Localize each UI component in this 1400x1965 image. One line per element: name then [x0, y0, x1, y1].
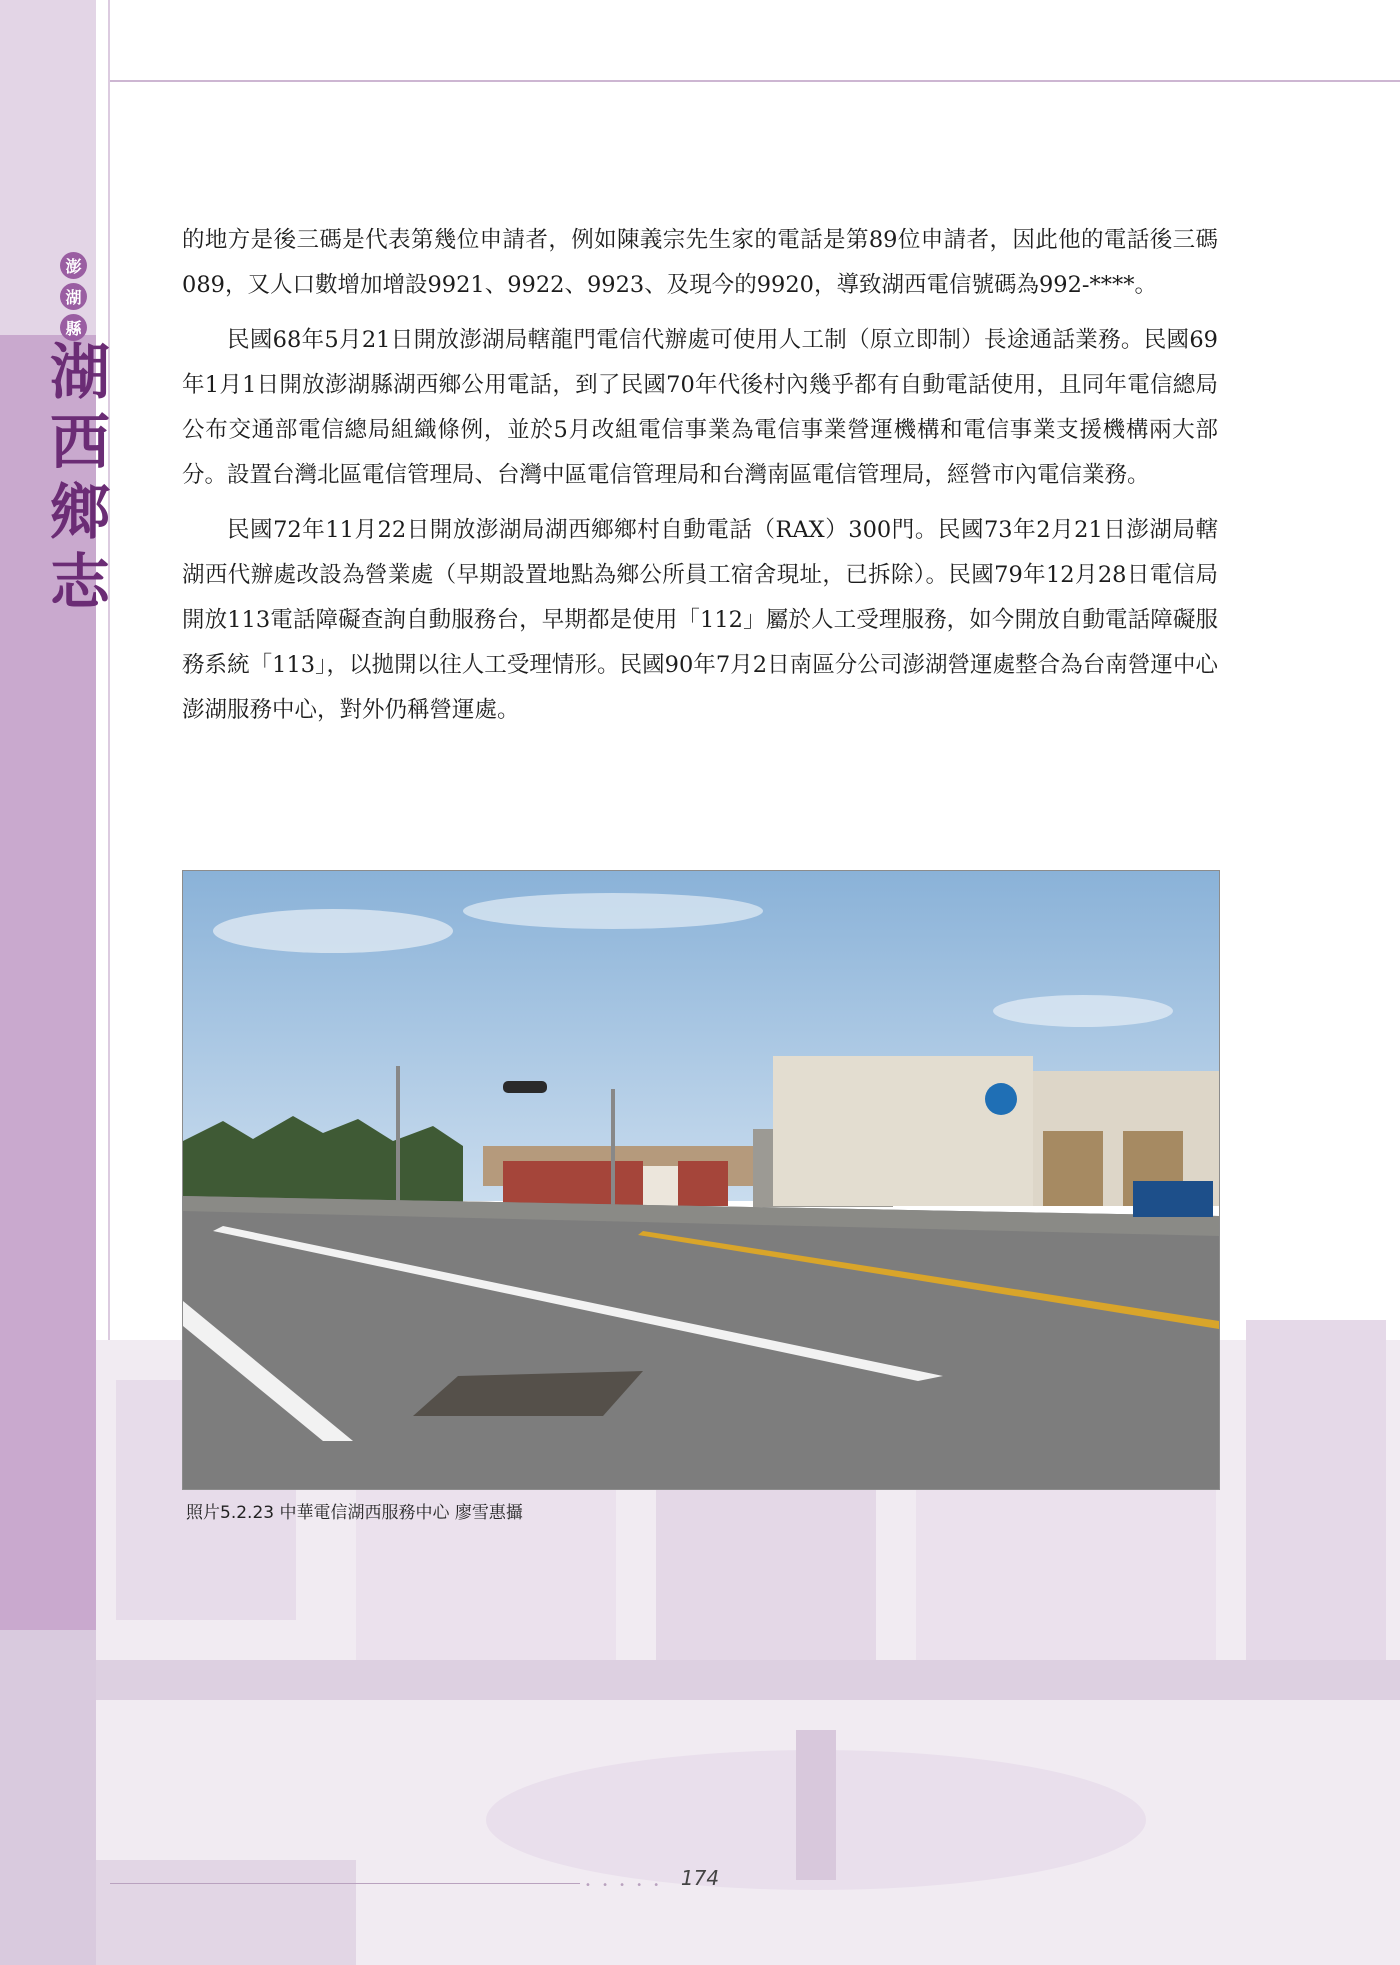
paragraph: 的地方是後三碼是代表第幾位申請者，例如陳義宗先生家的電話是第89位申請者，因此他的電話後三碼089，又人口數增加增設9921、9922、9923、及現今的9920，導致湖西電信號碼為992-****。: [182, 227, 1218, 298]
book-title-char: 志: [50, 548, 110, 618]
page-number: 174: [680, 1866, 720, 1890]
book-title-char: 鄉: [50, 478, 110, 548]
county-badge: [60, 252, 87, 341]
book-title: [50, 340, 110, 616]
county-char: 縣: [60, 314, 87, 341]
footer-dots: • • • • •: [585, 1880, 664, 1891]
book-title-char: 西: [50, 408, 110, 478]
photo: [182, 870, 1220, 1490]
paragraph: 民國68年5月21日開放澎湖局轄龍門電信代辦處可使用人工制（原立即制）長途通話業務。民國69年1月1日開放澎湖縣湖西鄉公用電話，到了民國70年代後村內幾乎都有自動電話使用，且同年電信總局公布交通部電信總局組織條例，並於5月改組電信事業為電信事業營運機構和電信事業支援機構兩大部分。設置台灣北區電信管理局、台灣中區電信管理局和台灣南區電信管理局，經營市內電信業務。: [182, 327, 1218, 488]
body-text: [182, 218, 1218, 743]
sidebar-bottom-band: [0, 1630, 96, 1965]
header-rule: [110, 80, 1400, 82]
county-char: 湖: [60, 283, 87, 310]
county-char: 澎: [60, 252, 87, 279]
book-title-char: 湖: [50, 338, 110, 408]
paragraph: 民國72年11月22日開放澎湖局湖西鄉鄉村自動電話（RAX）300門。民國73年2月21日澎湖局轄湖西代辦處改設為營業處（早期設置地點為鄉公所員工宿舍現址，已拆除）。民國79年12月28日電信局開放113電話障礙查詢自動服務台，早期都是使用「112」屬於人工受理服務，如今開放自動電話障礙服務系統「113」，以拋開以往人工受理情形。民國90年7月2日南區分公司澎湖營運處整合為台南營運中心澎湖服務中心，對外仍稱營運處。: [182, 517, 1218, 723]
photo-caption: 照片5.2.23 中華電信湖西服務中心 廖雪惠攝: [186, 1503, 523, 1523]
